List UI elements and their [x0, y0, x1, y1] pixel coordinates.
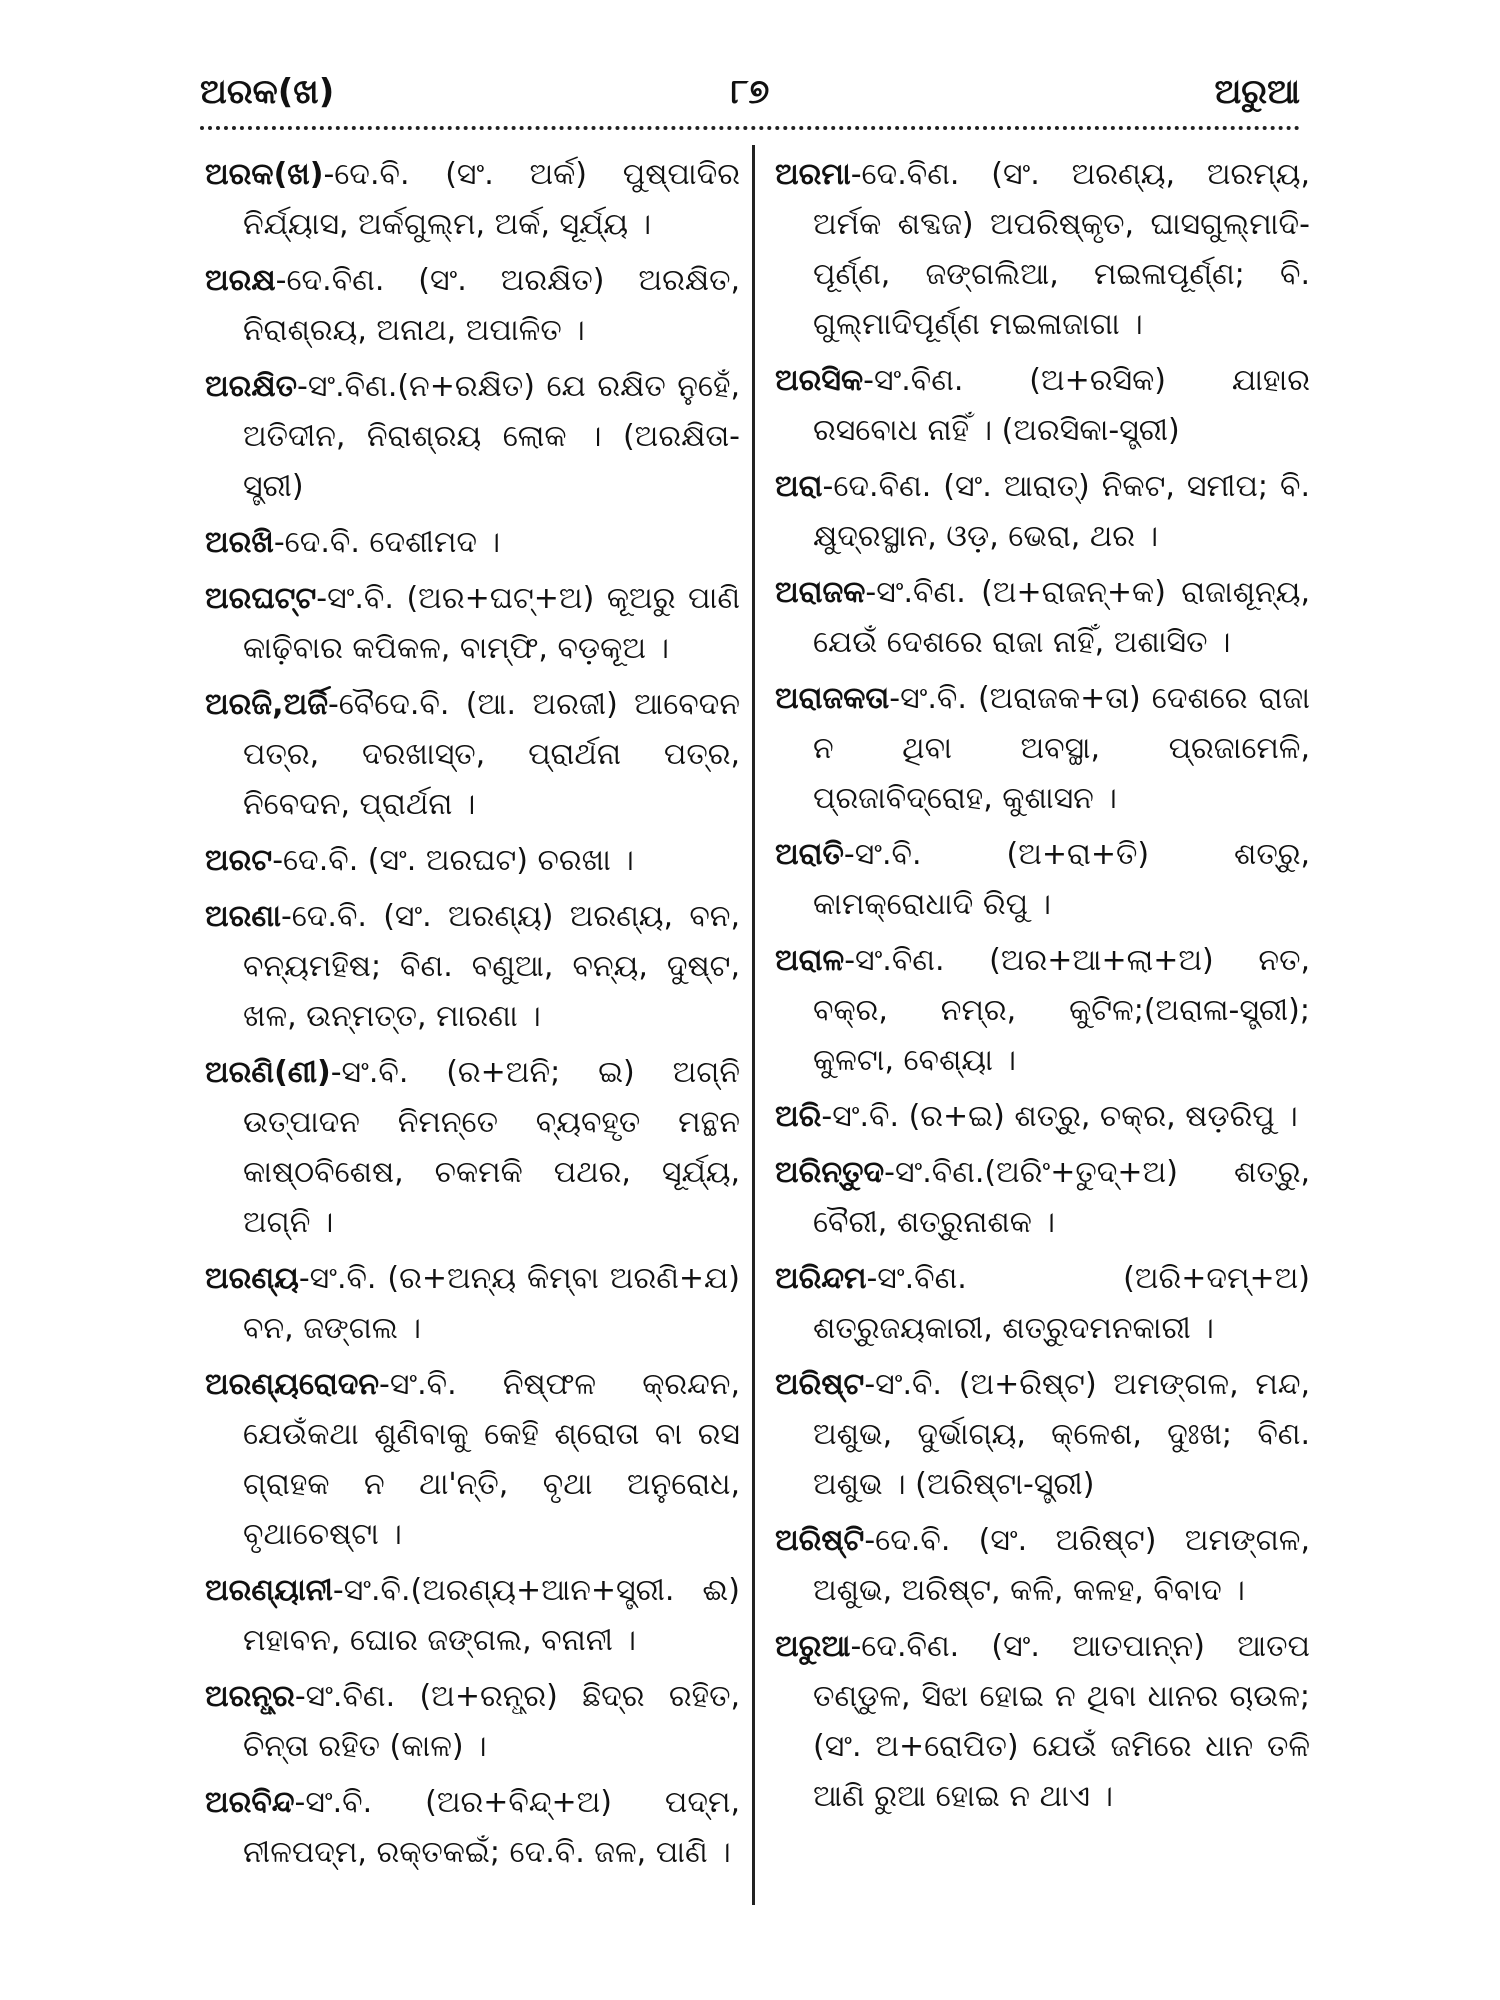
column-divider [752, 145, 755, 1905]
entry-headword: ଅରକ(ଖ) [205, 157, 324, 192]
dictionary-entry [205, 1778, 740, 1878]
dictionary-entry [205, 574, 740, 674]
entry-definition: -ଦେ.ବିଣ. (ସଂ. ଅରଣ୍ୟ, ଅରମ୍ୟ, ଅର୍ମକ ଶବ୍ଦଜ) ଅପରିଷ୍କୃତ, ଘାସଗୁଲ୍ମାଦି-ପୂର୍ଣ୍ଣ, ଜଙ୍ଗଲିଆ, ମଇଳାପୂର୍ଣ୍ଣ; ବି. ଗୁଲ୍ମାଦିପୂର୍ଣ୍ଣ ମଇଳାଜାଗା । [813, 157, 1310, 342]
entry-definition: -ଦେ.ବି. (ସଂ. ଅରିଷ୍ଟ) ଅମଙ୍ଗଳ, ଅଶୁଭ, ଅରିଷ୍ଟ, କଳି, କଳହ, ବିବାଦ । [813, 1523, 1310, 1608]
dictionary-entry [205, 1672, 740, 1772]
dictionary-entry [775, 356, 1310, 456]
entry-headword: ଅରିଷ୍ଟି [775, 1523, 865, 1558]
entry-definition: -ସଂ.ବି. (ଅ+ରିଷ୍ଟ) ଅମଙ୍ଗଳ, ମନ୍ଦ, ଅଶୁଭ, ଦୁର୍ଭାଗ୍ୟ, କ୍ଳେଶ, ଦୁଃଖ; ବିଣ. ଅଶୁଭ । (ଅରିଷ୍ଟା-ସ୍ତ୍ରୀ) [813, 1367, 1310, 1502]
entry-definition: -ସଂ.ବି. (ଅର+ବିନ୍ଦ୍+ଅ) ପଦ୍ମ, ନୀଳପଦ୍ମ, ରକ୍ତକଇଁ; ଦେ.ବି. ଜଳ, ପାଣି । [243, 1785, 740, 1870]
entry-headword: ଅରାଜକ [775, 575, 866, 610]
right-column [775, 150, 1310, 1828]
entry-definition: -ଦେ.ବିଣ. (ସଂ. ଆତପାନ୍ନ) ଆତପ ତଣ୍ଡୁଳ, ସିଝା ହୋଇ ନ ଥିବା ଧାନର ଚାଉଳ;(ସଂ. ଅ+ରୋପିତ) ଯେଉଁ ଜମିରେ ଧାନ ତଳି ଆଣି ରୁଆ ହୋଇ ନ ଥାଏ । [813, 1629, 1310, 1814]
entry-headword: ଅରିଷ୍ଟ [775, 1367, 865, 1402]
entry-headword: ଅରଟ [205, 843, 273, 878]
entry-definition: -ଦେ.ବିଣ. (ସଂ. ଆରାତ୍) ନିକଟ, ସମୀପ; ବି. କ୍ଷୁଦ୍ରସ୍ଥାନ, ଓଡ଼, ଭେରା, ଥର । [813, 469, 1310, 554]
entry-headword: ଅରାତି [775, 837, 844, 872]
left-column [205, 150, 740, 1884]
entry-definition: -ଦେ.ବି. (ସଂ. ଅରଣ୍ୟ) ଅରଣ୍ୟ, ବନ, ବନ୍ୟମହିଷ; ବିଣ. ବଣୁଆ, ବନ୍ୟ, ଦୁଷ୍ଟ, ଖଳ, ଉନ୍ମତ୍ତ, ମାରଣା । [243, 899, 740, 1034]
entry-headword: ଅରଣ୍ୟରୋଦନ [205, 1367, 380, 1402]
entry-definition: -ସଂ.ବି. (ର+ଅନ୍ୟ କିମ୍ବା ଅରଣି+ଯ) ବନ, ଜଙ୍ଗଲ । [243, 1261, 740, 1346]
entry-headword: ଅରଜି,ଅର୍ଜି [205, 687, 328, 722]
dictionary-entry [205, 836, 740, 886]
dictionary-entry [205, 892, 740, 1042]
entry-headword: ଅରା [775, 469, 823, 504]
entry-headword: ଅରକ୍ଷିତ [205, 369, 298, 404]
dictionary-entry [205, 256, 740, 356]
dictionary-entry [775, 568, 1310, 668]
entry-headword: ଅରମା [775, 157, 851, 192]
entry-headword: ଅରସିକ [775, 363, 864, 398]
dictionary-entry [205, 1254, 740, 1354]
dictionary-entry [775, 150, 1310, 350]
entry-headword: ଅରକ୍ଷ [205, 263, 276, 298]
entry-definition: -ସଂ.ବି. ନିଷ୍ଫଳ କ୍ରନ୍ଦନ, ଯେଉଁକଥା ଶୁଣିବାକୁ କେହି ଶ୍ରୋତା ବା ରସ ଗ୍ରାହକ ନ ଥା'ନ୍ତି, ବୃଥା ଅନୁରୋଧ, ବୃଥାଚେଷ୍ଟା । [243, 1367, 740, 1552]
dictionary-entry [205, 150, 740, 250]
entry-definition: -ଦେ.ବି. ଦେଶୀମଦ । [273, 525, 501, 560]
entry-headword: ଅରଣି(ଣୀ) [205, 1055, 331, 1090]
dictionary-entry [775, 1622, 1310, 1822]
entry-definition: -ସଂ.ବିଣ. (ଅର+ଆ+ଲା+ଅ) ନତ, ବକ୍ର, ନମ୍ର, କୁଟିଳ;(ଅରାଳା-ସ୍ତ୍ରୀ); କୁଳଟା, ବେଶ୍ୟା । [813, 943, 1310, 1078]
dictionary-entry [205, 518, 740, 568]
entry-headword: ଅରୁଆ [775, 1629, 851, 1664]
entry-headword: ଅରିନ୍ତୁଦ [775, 1155, 885, 1190]
entry-definition: -ସଂ.ବି. (ର+ଅନି; ଇ) ଅଗ୍ନି ଉତ୍ପାଦନ ନିମନ୍ତେ ବ୍ୟବହୃତ ମନ୍ଥନ କାଷ୍ଠବିଶେଷ, ଚକମକି ପଥର, ସୂର୍ଯ୍ୟ, ଅଗ୍ନି । [243, 1055, 740, 1240]
dictionary-entry [775, 674, 1310, 824]
entry-headword: ଅରଣା [205, 899, 281, 934]
dictionary-entry [775, 1254, 1310, 1354]
page-header [200, 72, 1300, 124]
dictionary-entry [775, 1360, 1310, 1510]
dictionary-entry [205, 1566, 740, 1666]
entry-headword: ଅରି [775, 1099, 822, 1134]
dictionary-entry [205, 1360, 740, 1560]
entry-headword: ଅରଖି [205, 525, 274, 560]
entry-definition: -ସଂ.ବିଣ. (ଅ+ରନ୍ଧ୍ର) ଛିଦ୍ର ରହିତ, ଚିନ୍ତା ରହିତ (କାଳ) । [243, 1679, 740, 1764]
entry-definition: -ଦେ.ବିଣ. (ସଂ. ଅରକ୍ଷିତ) ଅରକ୍ଷିତ, ନିରାଶ୍ରୟ, ଅନାଥ, ଅପାଳିତ । [243, 263, 740, 348]
entry-definition: -ସଂ.ବି. (ର+ଇ) ଶତ୍ରୁ, ଚକ୍ର, ଷଡ଼ରିପୁ । [821, 1099, 1298, 1134]
entry-definition: -ସଂ.ବିଣ.(ନ+ରକ୍ଷିତ) ଯେ ରକ୍ଷିତ ନୁହେଁ, ଅତିଦୀନ, ନିରାଶ୍ରୟ ଲୋକ । (ଅରକ୍ଷିତା-ସ୍ତ୍ରୀ) [243, 369, 740, 504]
entry-definition: -ଦେ.ବି. (ସଂ. ଅରଘଟ) ଚରଖା । [272, 843, 634, 878]
entry-headword: ଅରଣ୍ୟ [205, 1261, 299, 1296]
entry-definition: -ବୈଦେ.ବି. (ଆ. ଅରଜୀ) ଆବେଦନ ପତ୍ର, ଦରଖାସ୍ତ, ପ୍ରାର୍ଥନା ପତ୍ର, ନିବେଦନ, ପ୍ରାର୍ଥନା । [243, 687, 740, 822]
dictionary-entry [775, 830, 1310, 930]
dictionary-entry [775, 1092, 1310, 1142]
entry-definition: -ସଂ.ବିଣ. (ଅରି+ଦମ୍+ଅ) ଶତ୍ରୁଜୟକାରୀ, ଶତ୍ରୁଦମନକାରୀ । [813, 1261, 1310, 1346]
entry-headword: ଅରବିନ୍ଦ [205, 1785, 295, 1820]
dictionary-entry [775, 1516, 1310, 1616]
dictionary-entry [205, 680, 740, 830]
entry-headword: ଅରିନ୍ଦମ [775, 1261, 867, 1296]
entry-definition: -ସଂ.ବି. (ଅ+ରା+ତି) ଶତ୍ରୁ, କାମକ୍ରୋଧାଦି ରିପୁ । [813, 837, 1310, 922]
entry-headword: ଅରାଜକତା [775, 681, 890, 716]
entry-definition: -ସଂ.ବିଣ. (ଅ+ରସିକ) ଯାହାର ରସବୋଧ ନାହିଁ । (ଅରସିକା-ସ୍ତ୍ରୀ) [813, 363, 1310, 448]
entry-definition: -ଦେ.ବି. (ସଂ. ଅର୍କ) ପୁଷ୍ପାଦିର ନିର୍ଯ୍ୟାସ, ଅର୍କଗୁଲ୍ମ, ଅର୍କ, ସୂର୍ଯ୍ୟ । [243, 157, 740, 242]
page-number: ୮୭ [730, 72, 770, 112]
entry-definition: -ସଂ.ବି.(ଅରଣ୍ୟ+ଆନ+ସ୍ତ୍ରୀ. ଈ) ମହାବନ, ଘୋର ଜଙ୍ଗଲ, ବନାନୀ । [243, 1573, 740, 1658]
entry-headword: ଅରାଳ [775, 943, 845, 978]
entry-headword: ଅରନ୍ଧ୍ର [205, 1679, 295, 1714]
entry-definition: -ସଂ.ବି. (ଅରାଜକ+ତା) ଦେଶରେ ରାଜା ନ ଥିବା ଅବସ୍ଥା, ପ୍ରଜାମେଳି, ପ୍ରଜାବିଦ୍ରୋହ, କୁଶାସନ । [813, 681, 1310, 816]
header-left-guideword: ଅରକ(ଖ) [200, 72, 335, 112]
entry-headword: ଅରଘଟ୍ଟ [205, 581, 317, 616]
dictionary-entry [775, 936, 1310, 1086]
header-dotted-rule [200, 126, 1300, 130]
entry-definition: -ସଂ.ବିଣ. (ଅ+ରାଜନ୍+କ) ରାଜାଶୂନ୍ୟ, ଯେଉଁ ଦେଶରେ ରାଜା ନାହିଁ, ଅଶାସିତ । [813, 575, 1310, 660]
header-right-guideword: ଅରୁଆ [1214, 72, 1300, 112]
dictionary-entry [205, 1048, 740, 1248]
entry-headword: ଅରଣ୍ୟାନୀ [205, 1573, 333, 1608]
dictionary-entry [775, 462, 1310, 562]
entry-definition: -ସଂ.ବି. (ଅର+ଘଟ୍+ଅ) କୂଅରୁ ପାଣି କାଢ଼ିବାର କପିକଳ, ବାମ୍ଫି, ବଡ଼କୂଅ । [243, 581, 740, 666]
entry-definition: -ସଂ.ବିଣ.(ଅରିଂ+ତୁଦ୍+ଅ) ଶତ୍ରୁ, ବୈରୀ, ଶତ୍ରୁନାଶକ । [813, 1155, 1310, 1240]
dictionary-entry [775, 1148, 1310, 1248]
dictionary-entry [205, 362, 740, 512]
